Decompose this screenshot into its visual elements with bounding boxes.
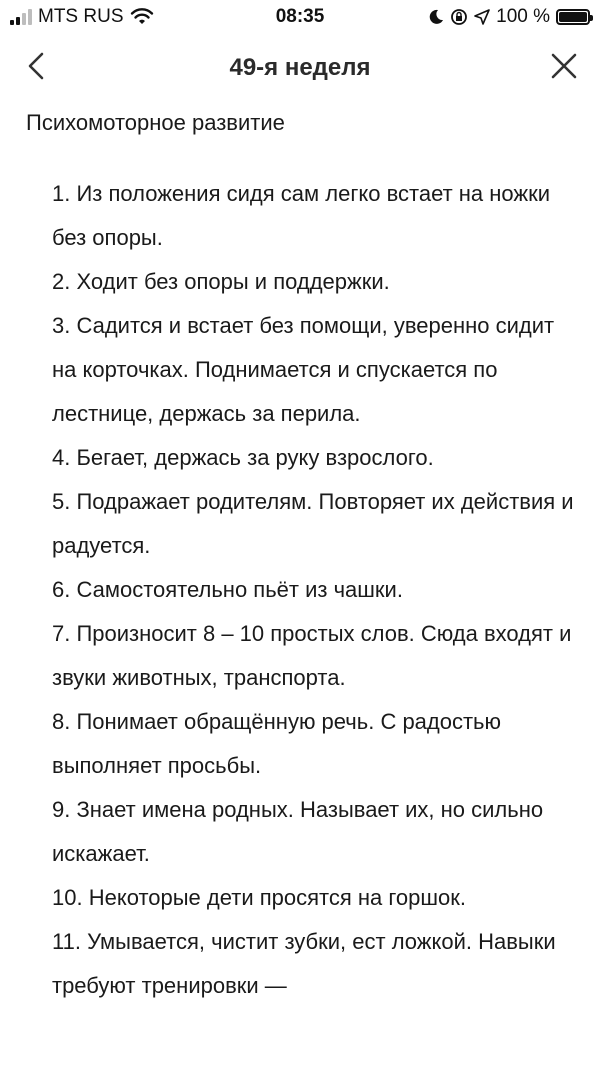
list-item: 10. Некоторые дети просятся на горшок. bbox=[52, 885, 467, 910]
milestone-list bbox=[26, 172, 574, 1008]
list-item: 7. Произносит 8 – 10 простых слов. Сюда входят и звуки животных, транспорта. bbox=[52, 621, 572, 690]
page-title: 49-я неделя bbox=[229, 54, 371, 81]
list-item: 8. Понимает обращённую речь. С радостью выполняет просьбы. bbox=[52, 709, 502, 778]
battery-percent: 100 % bbox=[496, 6, 550, 27]
status-time: 08:35 bbox=[275, 6, 325, 27]
list-item: 9. Знает имена родных. Называет их, но сильно искажает. bbox=[52, 797, 544, 866]
list-item: 11. Умывается, чистит зубки, ест ложкой. Навыки требуют тренировки — bbox=[52, 929, 556, 998]
list-item: 2. Ходит без опоры и поддержки. bbox=[52, 269, 390, 294]
carrier-label: MTS RUS bbox=[38, 6, 124, 27]
section-title: Психомоторное развитие bbox=[26, 110, 285, 135]
location-arrow-icon bbox=[474, 9, 490, 25]
close-button[interactable] bbox=[546, 48, 582, 84]
list-item: 4. Бегает, держась за руку взрослого. bbox=[52, 445, 434, 470]
article-content bbox=[0, 108, 600, 1008]
list-item: 3. Садится и встает без помощи, уверенно сидит на корточках. Поднимается и спускается по лестнице, держась за перила. bbox=[52, 313, 555, 426]
status-right bbox=[428, 6, 590, 28]
close-icon bbox=[551, 53, 577, 79]
list-item: 5. Подражает родителям. Повторяет их действия и радуется. bbox=[52, 489, 574, 558]
moon-icon bbox=[428, 9, 444, 25]
status-bar bbox=[0, 0, 600, 34]
list-item: 6. Самостоятельно пьёт из чашки. bbox=[52, 577, 403, 602]
battery-icon bbox=[556, 9, 590, 25]
nav-header bbox=[0, 34, 600, 100]
orientation-lock-icon bbox=[450, 8, 468, 26]
list-item: 1. Из положения сидя сам легко встает на ножки без опоры. bbox=[52, 181, 551, 250]
